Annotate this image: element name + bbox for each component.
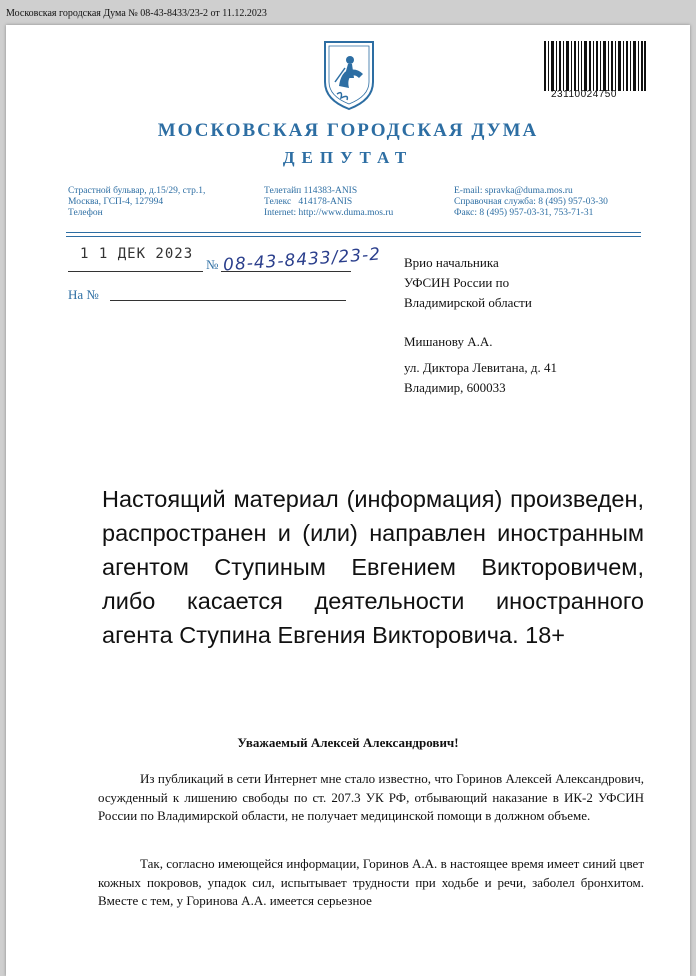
address-line: Страстной бульвар, д.15/29, стр.1, xyxy=(68,186,206,196)
org-title: МОСКОВСКАЯ ГОРОДСКАЯ ДУМА xyxy=(157,120,539,141)
barcode-icon xyxy=(544,35,646,97)
telex: Телекс 414178-ANIS xyxy=(264,197,353,207)
date-underline xyxy=(68,271,203,272)
help-service: Справочная служба: 8 (495) 957-03-30 xyxy=(454,197,608,207)
reference-underline xyxy=(110,300,346,301)
addressee-street: ул. Диктора Левитана, д. 41 xyxy=(404,360,557,375)
moscow-coat-of-arms-icon xyxy=(319,38,379,112)
address-line: Телефон xyxy=(68,208,103,218)
addressee-line: УФСИН России по xyxy=(404,275,510,290)
document-page xyxy=(6,25,690,976)
handwritten-number: 08-43-8433/23-2 xyxy=(222,244,382,276)
addressee-city: Владимир, 600033 xyxy=(404,380,506,395)
number-label: № xyxy=(206,257,219,272)
letter-paragraph: Так, согласно имеющейся информации, Горинов А.А. в настоящее время имеет синий цвет кожных покровов, упадок сил, испытывает трудности при ходьбе и речи, заболел бронхитом. Вместе с тем, у Горинова А.А. имеется серьезное xyxy=(98,856,644,908)
internet-link[interactable]: Internet: http://www.duma.mos.ru xyxy=(264,208,394,218)
document-title-line: Московская городская Дума № 08-43-8433/23-2 от 11.12.2023 xyxy=(6,8,267,19)
address-line: Москва, ГСП-4, 127994 xyxy=(68,197,164,207)
contact-service xyxy=(454,186,608,219)
fax: Факс: 8 (495) 957-03-31, 753-71-31 xyxy=(454,208,594,218)
addressee-line: Врио начальника xyxy=(404,255,499,270)
addressee-address xyxy=(404,358,557,398)
letter-paragraph: Из публикаций в сети Интернет мне стало известно, что Горинов Алексей Александрович, осужденный к лишению свободы по ст. 207.3 УК РФ, отбывающий наказание в ИК-2 УФСИН России по Владимирской области, не получает медицинской помощи в должном объеме. xyxy=(98,771,644,823)
org-subtitle: ДЕПУТАТ xyxy=(282,148,414,167)
contact-address xyxy=(68,186,205,219)
date-stamp: 1 1 ДЕК 2023 xyxy=(80,246,194,262)
addressee-name: Мишанову А.А. xyxy=(404,334,493,349)
number-underline xyxy=(221,271,351,272)
header-divider xyxy=(66,232,641,237)
addressee-position xyxy=(404,253,532,313)
foreign-agent-notice: Настоящий материал (информация) произведен, распространен и (или) направлен иностранным агентом Ступиным Евгением Викторовичем, либо касается деятельности иностранного агента Ступина Евгения Викторовича. 18+ xyxy=(102,486,644,648)
addressee-line: Владимирской области xyxy=(404,295,532,310)
teletype: Телетайп 114383-ANIS xyxy=(264,186,358,196)
email-link[interactable]: E-mail: spravka@duma.mos.ru xyxy=(454,186,573,196)
reference-label: На № xyxy=(68,287,99,302)
letter-greeting: Уважаемый Алексей Александрович! xyxy=(237,735,459,750)
contact-telecom xyxy=(264,186,393,219)
barcode-number: 23110024750 xyxy=(551,89,617,100)
